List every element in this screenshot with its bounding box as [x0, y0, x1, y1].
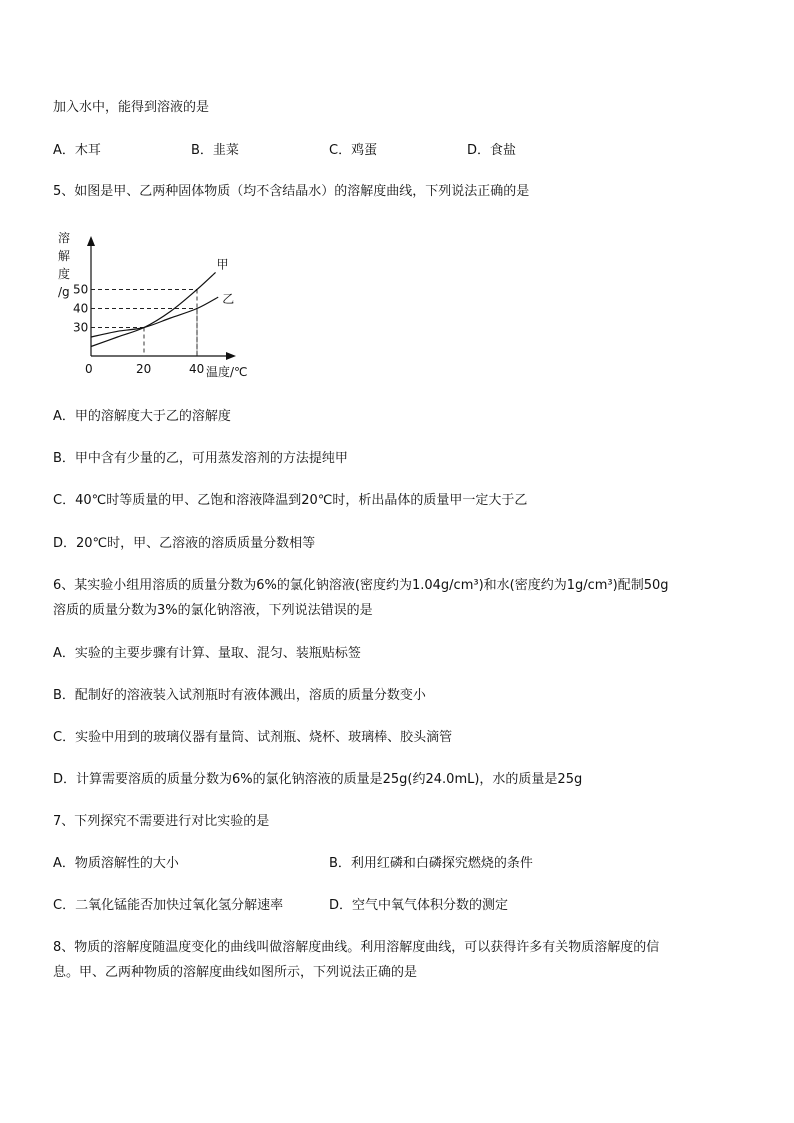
- q7-stem: 7、下列探究不需要进行对比实验的是: [53, 814, 270, 829]
- q4-stem-tail: 加入水中，能得到溶液的是: [53, 100, 210, 115]
- q4-option-d[interactable]: D．食盐: [467, 143, 517, 158]
- y-tick-50: 50: [73, 282, 89, 297]
- q6-option-c[interactable]: C．实验中用到的玻璃仪器有量筒、试剂瓶、烧杯、玻璃棒、胶头滴管: [53, 730, 453, 745]
- chart-axes: [87, 236, 236, 360]
- x-axis-arrow: [226, 352, 236, 360]
- series-label-jia: 甲: [216, 257, 229, 272]
- q6-option-d[interactable]: D．计算需要溶质的质量分数为6%的氯化钠溶液的质量是25g(约24.0mL)，水的质量是25g: [53, 772, 583, 787]
- q7-option-b[interactable]: B．利用红磷和白磷探究燃烧的条件: [329, 856, 533, 871]
- q8-stem-line1: 8、物质的溶解度随温度变化的曲线叫做溶解度曲线。利用溶解度曲线，可以获得许多有关物质溶解度的信: [53, 940, 660, 955]
- series-line-yi: [91, 297, 218, 337]
- q4-option-c[interactable]: C．鸡蛋: [329, 143, 378, 158]
- chart-guides: [91, 290, 197, 357]
- q7-option-c[interactable]: C．二氧化锰能否加快过氧化氢分解速率: [53, 898, 284, 913]
- origin-label: 0: [85, 362, 93, 376]
- y-axis-label-0: 溶: [58, 231, 71, 245]
- q8-stem-line2: 息。甲、乙两种物质的溶解度曲线如图所示，下列说法正确的是: [53, 965, 418, 980]
- y-axis-label-3: /g: [58, 285, 70, 299]
- q6-option-a[interactable]: A．实验的主要步骤有计算、量取、混匀、装瓶贴标签: [53, 646, 361, 661]
- solubility-chart: [50, 226, 270, 386]
- q6-stem-line2: 溶质的质量分数为3%的氯化钠溶液，下列说法错误的是: [53, 603, 373, 618]
- x-axis-label: 温度/℃: [206, 365, 248, 379]
- q4-option-a[interactable]: A．木耳: [53, 143, 101, 158]
- q5-option-c[interactable]: C．40℃时等质量的甲、乙饱和溶液降温到20℃时，析出晶体的质量甲一定大于乙: [53, 493, 528, 508]
- x-tick-20: 20: [136, 362, 152, 376]
- q6-stem-line1: 6、某实验小组用溶质的质量分数为6%的氯化钠溶液(密度约为1.04g/cm³)和水(密度约为1g/cm³)配制50g: [53, 578, 669, 593]
- series-label-yi: 乙: [222, 292, 235, 307]
- chart-series: [91, 272, 218, 346]
- chart-labels: [58, 230, 248, 379]
- x-tick-40: 40: [189, 362, 205, 376]
- y-tick-30: 30: [73, 320, 89, 335]
- q7-option-d[interactable]: D．空气中氧气体积分数的测定: [329, 898, 509, 913]
- q5-option-a[interactable]: A．甲的溶解度大于乙的溶解度: [53, 409, 231, 424]
- q5-stem: 5、如图是甲、乙两种固体物质（均不含结晶水）的溶解度曲线，下列说法正确的是: [53, 184, 530, 199]
- y-axis-label-1: 解: [58, 249, 71, 263]
- q5-option-b[interactable]: B．甲中含有少量的乙，可用蒸发溶剂的方法提纯甲: [53, 451, 348, 466]
- y-axis-arrow: [87, 236, 95, 246]
- y-tick-40: 40: [73, 301, 89, 316]
- q5-option-d[interactable]: D．20℃时，甲、乙溶液的溶质质量分数相等: [53, 536, 316, 551]
- q4-option-b[interactable]: B．韭菜: [191, 143, 239, 158]
- y-axis-label-2: 度: [58, 267, 71, 281]
- q7-option-a[interactable]: A．物质溶解性的大小: [53, 856, 179, 871]
- q6-option-b[interactable]: B．配制好的溶液装入试剂瓶时有液体溅出，溶质的质量分数变小: [53, 688, 426, 703]
